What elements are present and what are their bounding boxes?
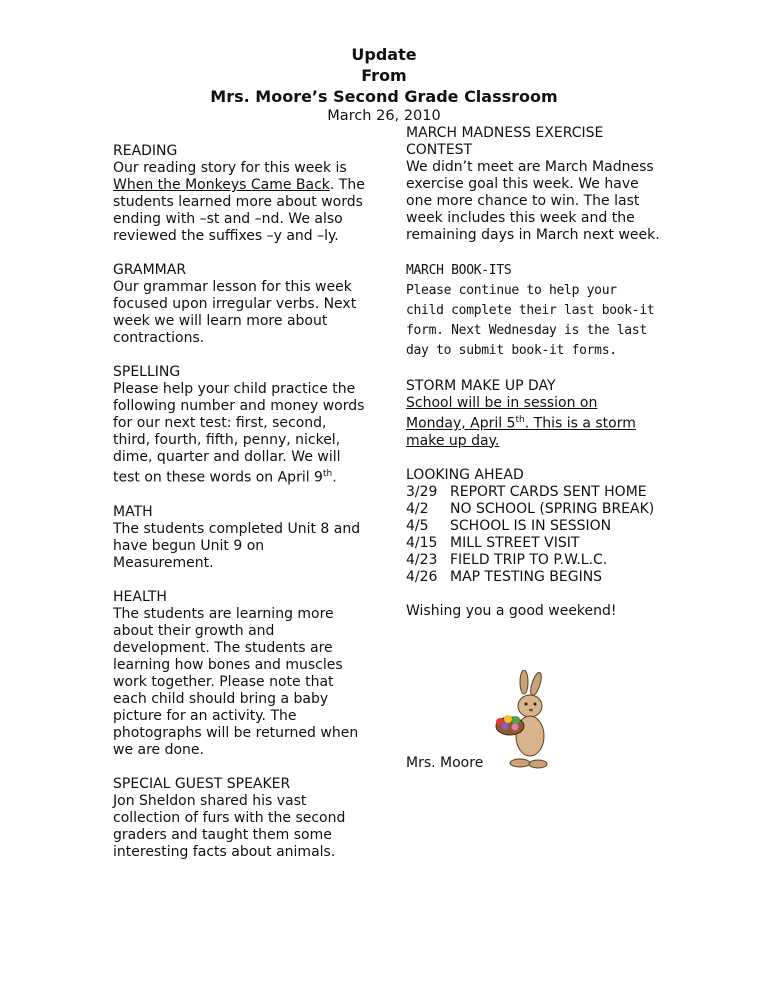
easter-bunny-icon [486, 670, 554, 772]
storm-text-post: . This is a storm make up day. [406, 415, 636, 449]
newsletter-date: March 26, 2010 [327, 108, 441, 124]
spelling-heading: SPELLING [113, 364, 181, 380]
event-date: 3/29 [406, 483, 438, 500]
grammar-body: Our grammar lesson for this week focused upon irregular verbs. Next week we will learn more about contractions. [113, 279, 357, 346]
event-text: MAP TESTING BEGINS [450, 568, 603, 585]
reading-heading: READING [113, 143, 178, 159]
bookits-section [406, 261, 661, 361]
event-date: 4/5 [406, 517, 429, 534]
march-madness-section [406, 125, 661, 244]
list-item [406, 569, 661, 586]
spelling-end: . [332, 469, 337, 486]
signature: Mrs. Moore [406, 755, 484, 771]
list-item [406, 552, 661, 569]
grammar-heading: GRAMMAR [113, 262, 187, 278]
event-date: 4/23 [406, 551, 438, 568]
math-body: The students completed Unit 8 and have begun Unit 9 on Measurement. [113, 520, 361, 571]
right-column [406, 125, 661, 620]
storm-heading: STORM MAKE UP DAY [406, 378, 556, 394]
looking-ahead-section [406, 467, 661, 586]
bookits-body: Please continue to help your child complete their last book-it form. Next Wednesday is the last day to submit book-it forms. [406, 283, 655, 358]
list-item [406, 518, 661, 535]
guest-heading: SPECIAL GUEST SPEAKER [113, 775, 291, 792]
event-text: MILL STREET VISIT [450, 534, 580, 551]
closing-text: Wishing you a good weekend! [406, 602, 617, 619]
reading-text-pre: Our reading story for this week is [113, 160, 347, 176]
event-date: 4/15 [406, 534, 438, 551]
event-text: SCHOOL IS IN SESSION [450, 517, 612, 534]
storm-sup: th [515, 415, 525, 425]
bookits-heading: MARCH BOOK-ITS [406, 263, 512, 278]
health-section [113, 589, 368, 759]
grammar-section [113, 262, 368, 347]
event-text: REPORT CARDS SENT HOME [450, 483, 647, 500]
title-from: From [361, 66, 407, 85]
list-item [406, 484, 661, 501]
event-date: 4/26 [406, 568, 438, 585]
reading-body [113, 160, 368, 245]
storm-section [406, 378, 661, 450]
title-classroom: Mrs. Moore’s Second Grade Classroom [210, 87, 558, 106]
event-date: 4/2 [406, 500, 429, 517]
title-update: Update [351, 45, 417, 64]
reading-text-post: . The students learned more about words ending with –st and –nd. We also reviewed the suffixes –y and –ly. [113, 177, 365, 244]
health-body: The students are learning more about their growth and development. The students are learning how bones and muscles work together. Please note that each child should bring a baby picture for an activity. The photographs will be returned when we are done. [113, 605, 359, 758]
list-item [406, 501, 661, 518]
reading-section [113, 143, 368, 245]
looking-ahead-heading: LOOKING AHEAD [406, 466, 524, 483]
spelling-body [113, 381, 368, 487]
guest-speaker-section [113, 776, 368, 861]
health-heading: HEALTH [113, 588, 167, 605]
storm-body [406, 395, 661, 450]
storm-text-pre: School will be in session on Monday, April 5 [406, 395, 598, 432]
event-text: NO SCHOOL (SPRING BREAK) [450, 500, 655, 517]
guest-body: Jon Sheldon shared his vast collection of furs with the second graders and taught them some interesting facts about animals. [113, 792, 346, 860]
event-text: FIELD TRIP TO P.W.L.C. [450, 551, 608, 568]
reading-book-title: When the Monkeys Came Back [113, 177, 330, 193]
list-item [406, 535, 661, 552]
spelling-text: Please help your child practice the following number and money words for our next test: first, second, third, fourth, fifth, penny, nickel, dime, quarter and dollar. We will test on these words on April 9 [113, 381, 365, 486]
spelling-section [113, 364, 368, 487]
march-madness-heading: MARCH MADNESS EXERCISE CONTEST [406, 125, 604, 158]
spelling-sup: th [322, 469, 333, 479]
left-column [113, 143, 368, 878]
math-section [113, 504, 368, 572]
newsletter-header [0, 44, 768, 125]
march-madness-body: We didn’t meet are March Madness exercise goal this week. We have one more chance to win. The last week includes this week and the remaining days in March next week. [406, 159, 660, 243]
math-heading: MATH [113, 503, 153, 520]
